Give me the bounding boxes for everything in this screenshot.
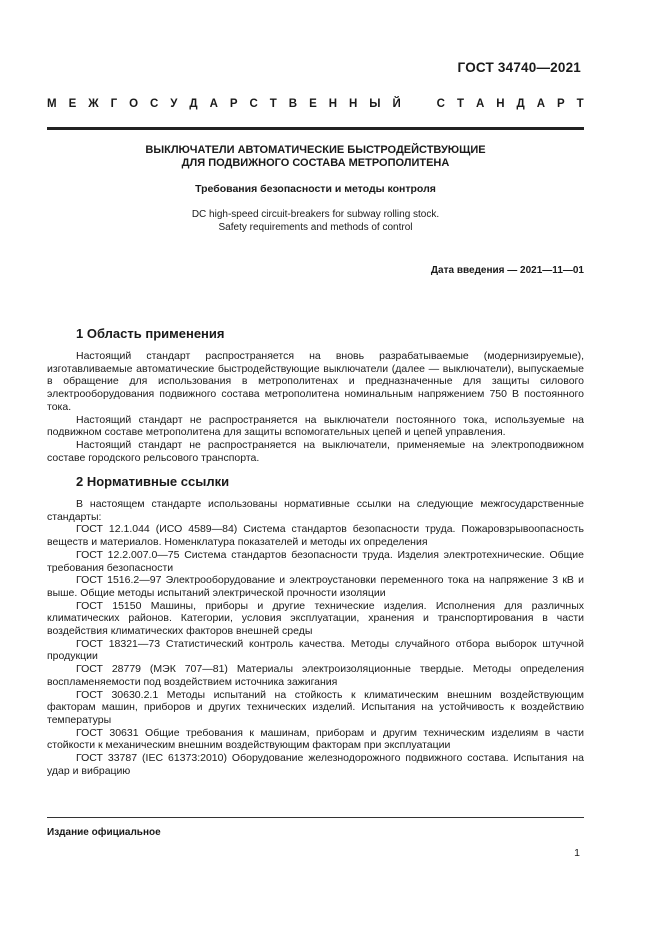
standard-type-letter: А <box>536 98 545 110</box>
section-body-scope <box>47 350 584 464</box>
standard-type-letter: Т <box>456 98 464 110</box>
english-title <box>47 209 584 234</box>
standard-type-heading <box>47 98 584 110</box>
reference-item: ГОСТ 12.2.007.0—75 Система стандартов безопасности труда. Изделия электротехнические. Общие требования безопасности <box>47 548 584 574</box>
page-number: 1 <box>574 847 580 859</box>
standard-type-letter: Р <box>229 98 238 110</box>
standard-type-letter: Ж <box>88 98 99 110</box>
standard-type-letter: С <box>436 98 445 110</box>
title-block <box>47 144 584 234</box>
standard-type-letter: В <box>288 98 298 110</box>
document-title <box>47 144 584 170</box>
english-title-line: Safety requirements and methods of control <box>218 221 413 233</box>
standard-type-letter: Н <box>328 98 338 110</box>
paragraph: Настоящий стандарт распространяется на вновь разрабатываемые (модернизируемые), изготавливаемые автоматические быстродействующие выключатели (далее — выключатели), выпускаемые в обращение для использования в метрополитенах и предназначенные для защиты силового электрооборудования подвижного состава метрополитена номинальным напряжением 750 В постоянного тока. <box>47 350 584 413</box>
official-edition-label: Издание официальное <box>47 827 161 838</box>
standard-type-letter: Г <box>110 98 118 110</box>
section-heading-references: 2 Нормативные ссылки <box>76 474 230 489</box>
standard-type-letter: С <box>150 98 159 110</box>
paragraph: В настоящем стандарте использованы нормативные ссылки на следующие межгосударственные стандарты: <box>47 498 584 523</box>
reference-item: ГОСТ 15150 Машины, приборы и другие технические изделия. Исполнения для различных климатических районов. Категории, условия эксплуатации, хранения и транспортирования в части воздействия климатических факторов внешней среды <box>47 599 584 638</box>
footer-divider <box>47 817 584 818</box>
reference-item: ГОСТ 33787 (IEC 61373:2010) Оборудование железнодорожного подвижного состава. Испытания на удар и вибрацию <box>47 752 584 777</box>
standard-number: ГОСТ 34740—2021 <box>457 60 581 75</box>
reference-item: ГОСТ 12.1.044 (ИСО 4589—84) Система стандартов безопасности труда. Пожаровзрывоопасность веществ и материалов. Номенклатура показателей и методы их определения <box>47 523 584 549</box>
standard-type-letter: У <box>170 98 178 110</box>
standard-type-letter: Е <box>309 98 317 110</box>
standard-type-letter: Д <box>189 98 198 110</box>
section-heading-scope: 1 Область применения <box>76 326 225 341</box>
section-body-references <box>47 498 584 777</box>
standard-type-letter: А <box>475 98 485 110</box>
reference-item: ГОСТ 30630.2.1 Методы испытаний на стойкость к климатическим внешним воздействующим факторам машин, приборов и других технических изделий. Испытания на устойчивость к воздействию температуры <box>47 688 584 726</box>
standard-type-letter: Е <box>68 98 77 110</box>
date-introduced: Дата введения — 2021—11—01 <box>430 265 584 276</box>
standard-type-letter: Н <box>348 98 358 110</box>
title-line: ДЛЯ ПОДВИЖНОГО СОСТАВА МЕТРОПОЛИТЕНА <box>181 157 450 169</box>
standard-type-letter: Ы <box>369 98 381 110</box>
standard-type-letter: Р <box>556 98 565 110</box>
standard-type-letter: М <box>47 98 57 110</box>
paragraph: Настоящий стандарт не распространяется на выключатели, применяемые на электроподвижном составе городского рельсового транспорта. <box>47 438 584 464</box>
standard-type-letter: А <box>209 98 218 110</box>
standard-type-letter: Д <box>516 98 525 110</box>
standard-type-letter: Й <box>392 98 401 110</box>
reference-item: ГОСТ 30631 Общие требования к машинам, приборам и другим техническим изделиям в части стойкости к механическим внешним воздействующим факторам при эксплуатации <box>47 726 584 752</box>
title-line: ВЫКЛЮЧАТЕЛИ АВТОМАТИЧЕСКИЕ БЫСТРОДЕЙСТВУЮЩИЕ <box>145 144 486 156</box>
standard-type-letter: Н <box>496 98 505 110</box>
standard-type-letter: Т <box>576 98 584 110</box>
standard-type-letter: Т <box>269 98 277 110</box>
reference-item: ГОСТ 28779 (МЭК 707—81) Материалы электроизоляционные твердые. Методы определения воспламеняемости под воздействием источника зажигания <box>47 663 584 688</box>
document-subtitle: Требования безопасности и методы контроля <box>195 183 436 195</box>
paragraph: Настоящий стандарт не распространяется на выключатели постоянного тока, используемые на подвижном составе метрополитена для защиты вспомогательных цепей и цепей управления. <box>47 413 584 439</box>
reference-item: ГОСТ 18321—73 Статистический контроль качества. Методы случайного отбора выборок штучной продукции <box>47 637 584 663</box>
english-title-line: DC high-speed circuit-breakers for subway rolling stock. <box>191 209 440 220</box>
standard-type-letter: С <box>249 98 258 110</box>
header-divider <box>47 127 584 130</box>
reference-item: ГОСТ 1516.2—97 Электрооборудование и электроустановки переменного тока на напряжение 3 кВ и выше. Общие методы испытаний электрической прочности изоляции <box>47 574 584 599</box>
standard-type-letter: О <box>129 98 139 110</box>
